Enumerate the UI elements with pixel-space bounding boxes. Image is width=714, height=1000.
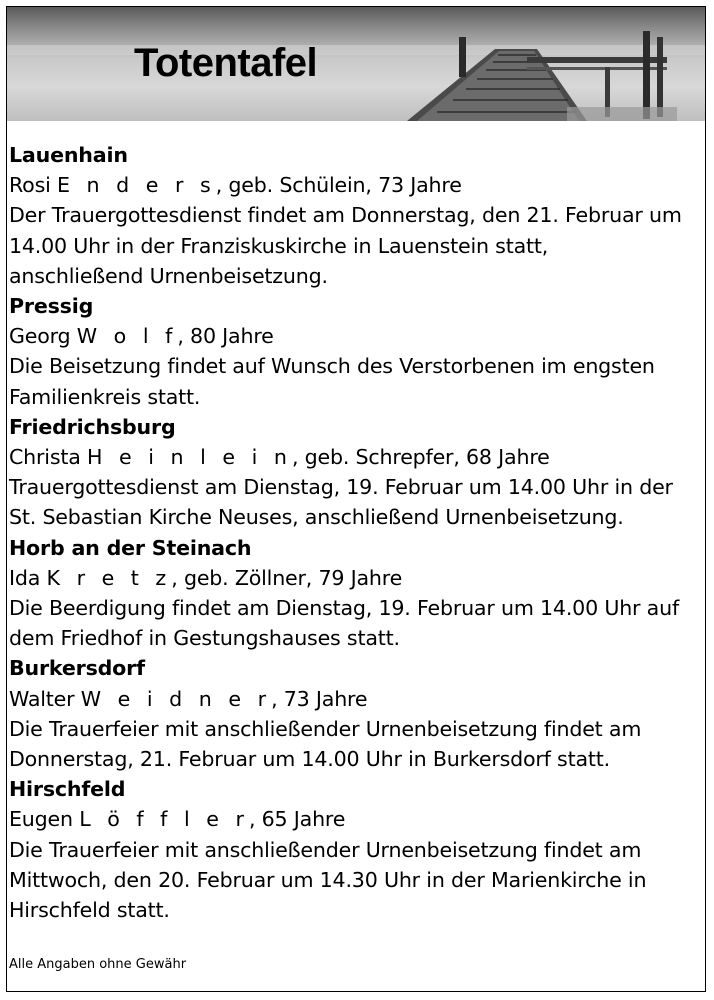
entry-text-line: Familienkreis statt. bbox=[9, 384, 201, 409]
page-title: Totentafel bbox=[134, 41, 318, 85]
entry-text-line: anschließend Urnenbeisetzung. bbox=[9, 263, 328, 288]
entry-text-line: Die Beerdigung findet am Dienstag, 19. Februar um 14.00 Uhr auf bbox=[9, 596, 679, 621]
entry-text-line: Die Trauerfeier mit anschließender Urnenbeisetzung findet am bbox=[9, 716, 642, 741]
entry-place: Lauenhain bbox=[9, 143, 128, 167]
entry-last-name: K r e t z bbox=[46, 565, 172, 590]
entry-details: , geb. Zöllner, 79 Jahre bbox=[171, 565, 403, 590]
entry-name bbox=[9, 170, 709, 200]
entry-first-name: Christa bbox=[9, 445, 81, 470]
entry-text-line: Mittwoch, den 20. Februar um 14.30 Uhr in der Marienkirche in bbox=[9, 867, 647, 892]
entry-place: Friedrichsburg bbox=[9, 414, 176, 439]
obituary-entry bbox=[9, 774, 709, 925]
entry-text-line: Die Beisetzung findet auf Wunsch des Verstorbenen im engsten bbox=[9, 354, 655, 379]
obituary-entry bbox=[9, 533, 709, 654]
entry-details: , 73 Jahre bbox=[271, 686, 368, 711]
entry-place: Horb an der Steinach bbox=[9, 535, 252, 560]
entry-text-line: Trauergottesdienst am Dienstag, 19. Februar um 14.00 Uhr in der bbox=[9, 475, 673, 500]
entry-text-line: dem Friedhof in Gestungshauses statt. bbox=[9, 626, 400, 651]
entry-name bbox=[9, 804, 709, 834]
entry-first-name: Georg bbox=[9, 324, 71, 349]
entry-name bbox=[9, 442, 709, 472]
entry-details: , 65 Jahre bbox=[248, 807, 346, 832]
entry-name bbox=[9, 563, 709, 593]
entry-name bbox=[9, 684, 709, 714]
entry-last-name: H e i n l e i n bbox=[87, 445, 292, 470]
entry-last-name: W e i d n e r bbox=[80, 686, 272, 711]
entry-text-line: St. Sebastian Kirche Neuses, anschließend Urnenbeisetzung. bbox=[9, 505, 624, 530]
obituary-list bbox=[9, 140, 709, 925]
obituary-entry bbox=[9, 412, 709, 533]
entry-place: Hirschfeld bbox=[9, 777, 126, 802]
obituary-entry bbox=[9, 140, 709, 291]
entry-place: Burkersdorf bbox=[9, 656, 145, 681]
obituary-entry bbox=[9, 291, 709, 412]
entry-details: , geb. Schrepfer, 68 Jahre bbox=[291, 445, 550, 470]
entry-last-name: E n d e r s bbox=[57, 173, 216, 198]
entry-text-line: 14.00 Uhr in der Franziskuskirche in Lauenstein statt, bbox=[9, 233, 549, 258]
entry-details: , 80 Jahre bbox=[177, 324, 274, 349]
entry-text-line: Der Trauergottesdienst findet am Donnerstag, den 21. Februar um bbox=[9, 203, 682, 228]
obituary-entry bbox=[9, 653, 709, 774]
entry-first-name: Rosi bbox=[9, 173, 51, 198]
entry-place: Pressig bbox=[9, 294, 94, 319]
entry-first-name: Walter bbox=[9, 686, 75, 711]
entry-text-line: Hirschfeld statt. bbox=[9, 898, 170, 923]
entry-last-name: L ö f f l e r bbox=[79, 807, 249, 832]
jetty-photo-icon bbox=[7, 7, 705, 121]
entry-text-line: Die Trauerfeier mit anschließender Urnenbeisetzung findet am bbox=[9, 837, 642, 862]
entry-first-name: Ida bbox=[9, 565, 41, 590]
entry-first-name: Eugen bbox=[9, 807, 73, 832]
entry-text-line: Donnerstag, 21. Februar um 14.00 Uhr in Burkersdorf statt. bbox=[9, 747, 610, 772]
entry-details: , geb. Schülein, 73 Jahre bbox=[215, 173, 462, 198]
entry-last-name: W o l f bbox=[76, 324, 178, 349]
entry-name bbox=[9, 321, 709, 351]
disclaimer-note: Alle Angaben ohne Gewähr bbox=[9, 957, 187, 972]
header-banner bbox=[7, 7, 705, 121]
